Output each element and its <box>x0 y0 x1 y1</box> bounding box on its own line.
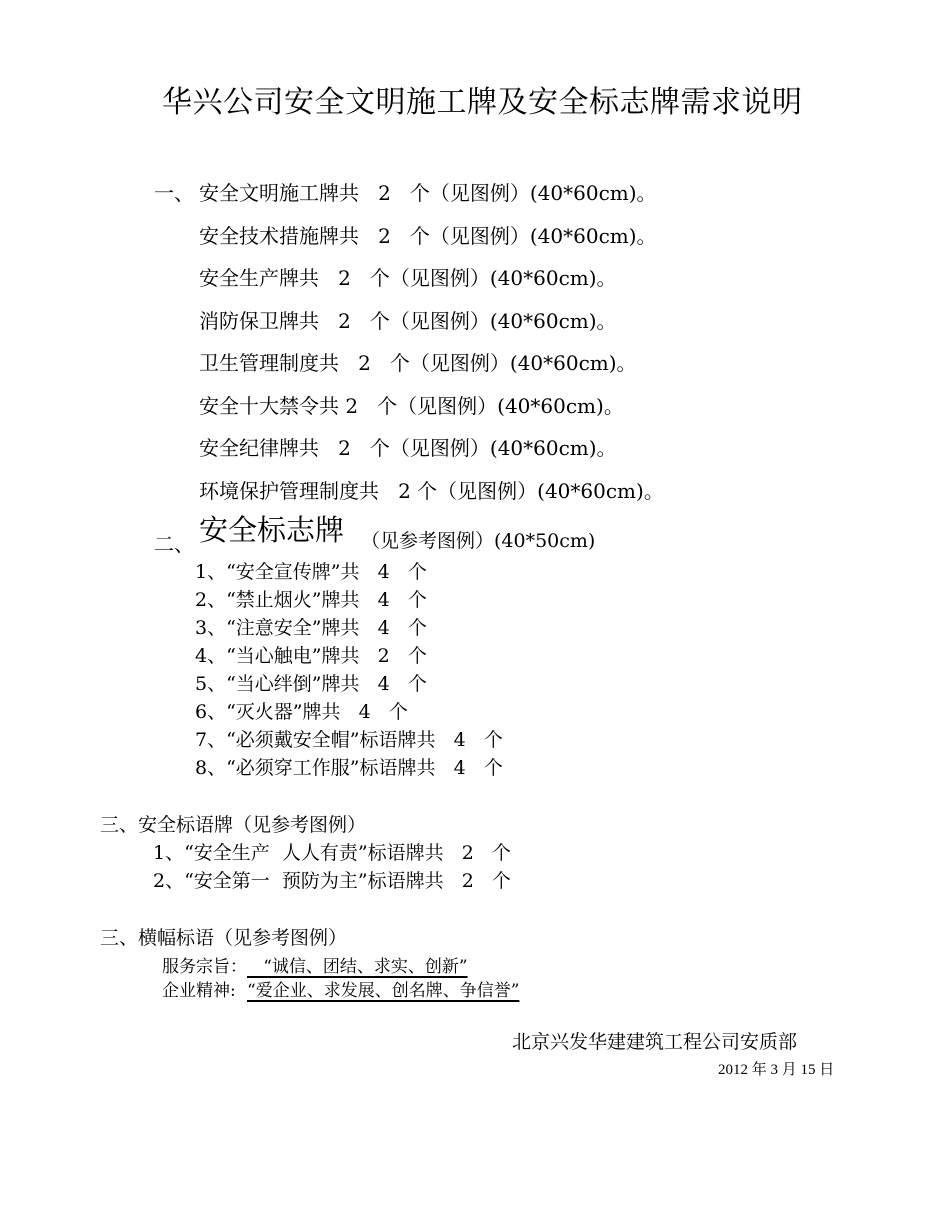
section2-heading: 安全标志牌 <box>199 513 345 547</box>
signature-org: 北京兴发华建建筑工程公司安质部 <box>512 1031 798 1053</box>
section2-prefix: 二、 <box>154 532 194 556</box>
section2-item: 2、“禁止烟火”牌共 4 个 <box>195 589 427 611</box>
service-value: “诚信、团结、求实、创新” <box>247 957 468 977</box>
section1-item: 卫生管理制度共 2 个（见图例）(40*60cm)。 <box>199 351 637 375</box>
section1-prefix: 一、 <box>154 181 194 205</box>
signature-date: 2012 年 3 月 15 日 <box>718 1062 835 1078</box>
spirit-value: “爱企业、求发展、创名牌、争信誉” <box>247 981 520 1001</box>
section2-item: 6、“灭火器”牌共 4 个 <box>195 701 408 723</box>
section1-item: 安全生产牌共 2 个（见图例）(40*60cm)。 <box>199 266 617 290</box>
service-label: 服务宗旨： <box>162 957 247 977</box>
section2-item: 4、“当心触电”牌共 2 个 <box>195 645 427 667</box>
section1-item: 安全纪律牌共 2 个（见图例）(40*60cm)。 <box>199 436 617 460</box>
section1-item: 安全技术措施牌共 2 个（见图例）(40*60cm)。 <box>199 224 657 248</box>
section2-item: 1、“安全宣传牌”共 4 个 <box>195 561 427 583</box>
section2-item: 8、“必须穿工作服”标语牌共 4 个 <box>195 757 503 779</box>
spirit-label: 企业精神: <box>162 981 236 1001</box>
section1-item: 环境保护管理制度共 2 个（见图例）(40*60cm)。 <box>199 479 664 503</box>
section2-note: （见参考图例）(40*50cm) <box>361 530 596 552</box>
document-title: 华兴公司安全文明施工牌及安全标志牌需求说明 <box>162 85 803 120</box>
section2-item: 5、“当心绊倒”牌共 4 个 <box>195 673 427 695</box>
section2-item: 7、“必须戴安全帽”标语牌共 4 个 <box>195 729 503 751</box>
section3-item: 1、“安全生产 人人有责”标语牌共 2 个 <box>153 842 511 864</box>
section1-item: 安全十大禁令共 2 个（见图例）(40*60cm)。 <box>199 394 624 418</box>
section1-item: 安全文明施工牌共 2 个（见图例）(40*60cm)。 <box>199 181 657 205</box>
section4-heading: 三、横幅标语（见参考图例） <box>100 927 348 949</box>
section1-item: 消防保卫牌共 2 个（见图例）(40*60cm)。 <box>199 309 617 333</box>
section2-item: 3、“注意安全”牌共 4 个 <box>195 617 427 639</box>
section3-heading: 三、安全标语牌（见参考图例） <box>100 814 367 836</box>
section3-item: 2、“安全第一 预防为主”标语牌共 2 个 <box>153 870 511 892</box>
